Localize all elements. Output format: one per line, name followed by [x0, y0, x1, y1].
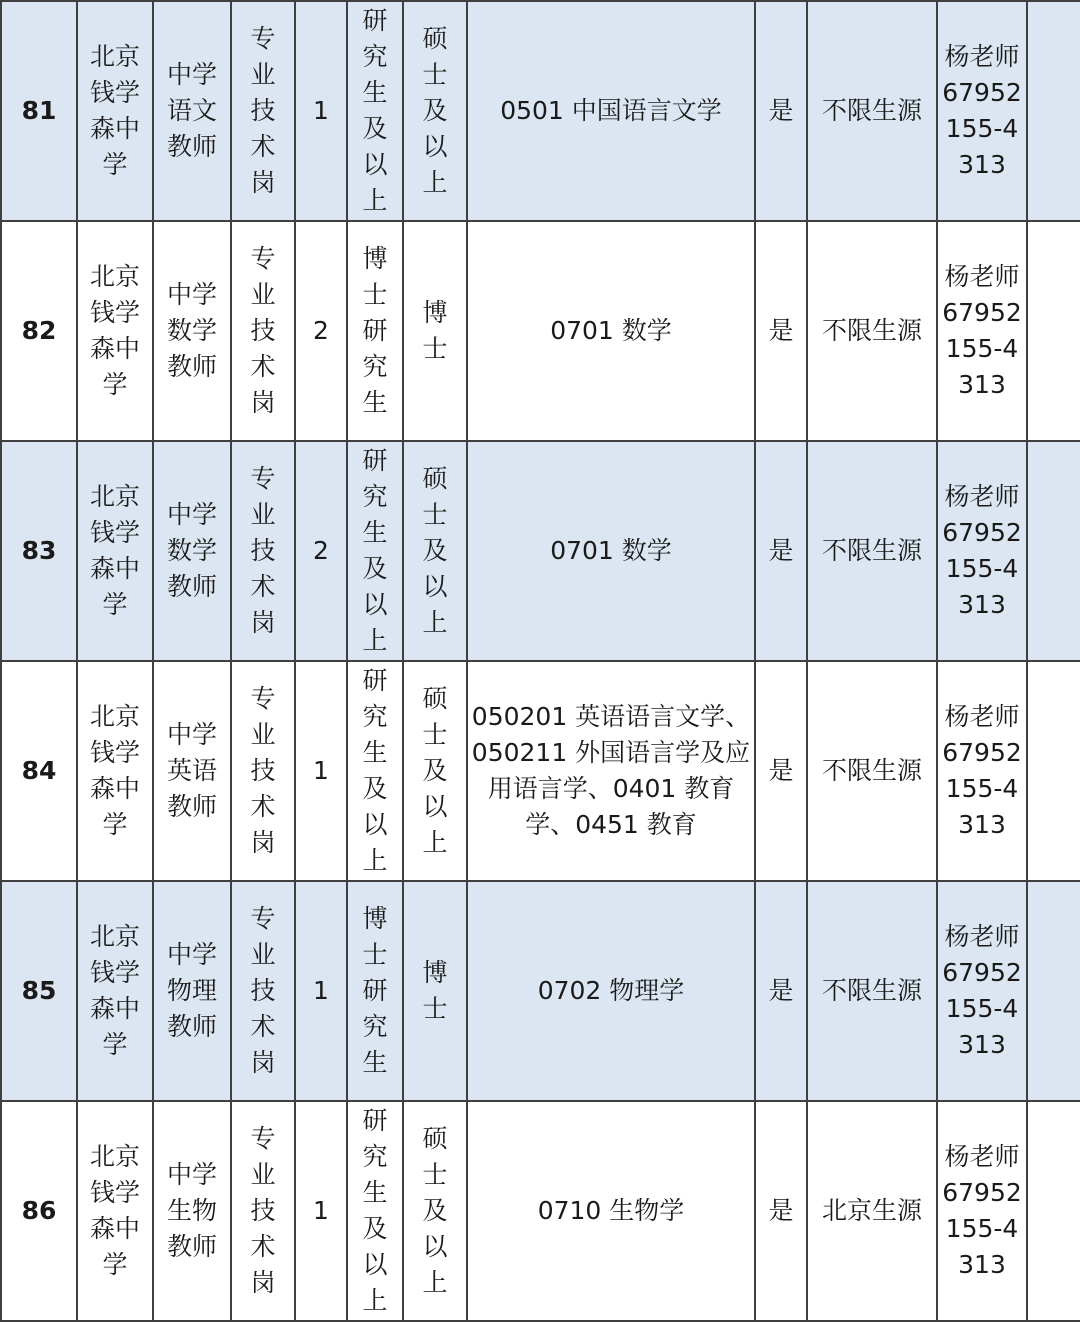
table-row [1, 441, 1080, 661]
position-cell: 中学数学教师 [153, 221, 231, 441]
table-row [1, 661, 1080, 881]
source-cell: 北京生源 [807, 1101, 937, 1321]
degree-cell: 博士 [403, 221, 467, 441]
post-type-cell: 专业技术岗 [231, 221, 295, 441]
unit-cell: 北京钱学森中学 [77, 881, 153, 1101]
fulltime-cell: 是 [755, 221, 807, 441]
post-type-cell: 专业技术岗 [231, 441, 295, 661]
table-row [1, 881, 1080, 1101]
empty-cell [1027, 221, 1080, 441]
contact-cell: 杨老师67952155-4313 [937, 661, 1027, 881]
degree-cell: 博士 [403, 881, 467, 1101]
row-number: 83 [1, 441, 77, 661]
position-cell: 中学物理教师 [153, 881, 231, 1101]
headcount-cell: 2 [295, 441, 347, 661]
education-cell: 博士研究生 [347, 221, 403, 441]
position-cell: 中学语文教师 [153, 1, 231, 221]
empty-cell [1027, 1101, 1080, 1321]
table-row [1, 1, 1080, 221]
post-type-cell: 专业技术岗 [231, 661, 295, 881]
education-cell: 研究生及以上 [347, 1101, 403, 1321]
education-cell: 研究生及以上 [347, 661, 403, 881]
post-type-cell: 专业技术岗 [231, 1101, 295, 1321]
major-cell: 0501 中国语言文学 [467, 1, 755, 221]
degree-cell: 硕士及以上 [403, 661, 467, 881]
position-cell: 中学生物教师 [153, 1101, 231, 1321]
row-number: 81 [1, 1, 77, 221]
degree-cell: 硕士及以上 [403, 1101, 467, 1321]
unit-cell: 北京钱学森中学 [77, 661, 153, 881]
major-cell: 0710 生物学 [467, 1101, 755, 1321]
unit-cell: 北京钱学森中学 [77, 1101, 153, 1321]
headcount-cell: 1 [295, 661, 347, 881]
headcount-cell: 1 [295, 1, 347, 221]
position-cell: 中学英语教师 [153, 661, 231, 881]
post-type-cell: 专业技术岗 [231, 1, 295, 221]
major-cell: 0701 数学 [467, 441, 755, 661]
source-cell: 不限生源 [807, 881, 937, 1101]
empty-cell [1027, 881, 1080, 1101]
headcount-cell: 1 [295, 1101, 347, 1321]
position-cell: 中学数学教师 [153, 441, 231, 661]
major-cell: 0701 数学 [467, 221, 755, 441]
education-cell: 研究生及以上 [347, 441, 403, 661]
major-cell: 050201 英语语言文学、050211 外国语言学及应用语言学、0401 教育学、0451 教育 [467, 661, 755, 881]
fulltime-cell: 是 [755, 1101, 807, 1321]
source-cell: 不限生源 [807, 1, 937, 221]
headcount-cell: 2 [295, 221, 347, 441]
empty-cell [1027, 1, 1080, 221]
major-cell: 0702 物理学 [467, 881, 755, 1101]
empty-cell [1027, 441, 1080, 661]
source-cell: 不限生源 [807, 661, 937, 881]
fulltime-cell: 是 [755, 661, 807, 881]
education-cell: 博士研究生 [347, 881, 403, 1101]
contact-cell: 杨老师67952155-4313 [937, 441, 1027, 661]
source-cell: 不限生源 [807, 221, 937, 441]
row-number: 82 [1, 221, 77, 441]
education-cell: 研究生及以上 [347, 1, 403, 221]
unit-cell: 北京钱学森中学 [77, 221, 153, 441]
contact-cell: 杨老师67952155-4313 [937, 1101, 1027, 1321]
table-row [1, 221, 1080, 441]
row-number: 84 [1, 661, 77, 881]
empty-cell [1027, 661, 1080, 881]
contact-cell: 杨老师67952155-4313 [937, 1, 1027, 221]
unit-cell: 北京钱学森中学 [77, 441, 153, 661]
degree-cell: 硕士及以上 [403, 441, 467, 661]
fulltime-cell: 是 [755, 1, 807, 221]
headcount-cell: 1 [295, 881, 347, 1101]
post-type-cell: 专业技术岗 [231, 881, 295, 1101]
source-cell: 不限生源 [807, 441, 937, 661]
contact-cell: 杨老师67952155-4313 [937, 881, 1027, 1101]
fulltime-cell: 是 [755, 441, 807, 661]
row-number: 85 [1, 881, 77, 1101]
degree-cell: 硕士及以上 [403, 1, 467, 221]
contact-cell: 杨老师67952155-4313 [937, 221, 1027, 441]
unit-cell: 北京钱学森中学 [77, 1, 153, 221]
row-number: 86 [1, 1101, 77, 1321]
table-row [1, 1101, 1080, 1321]
fulltime-cell: 是 [755, 881, 807, 1101]
